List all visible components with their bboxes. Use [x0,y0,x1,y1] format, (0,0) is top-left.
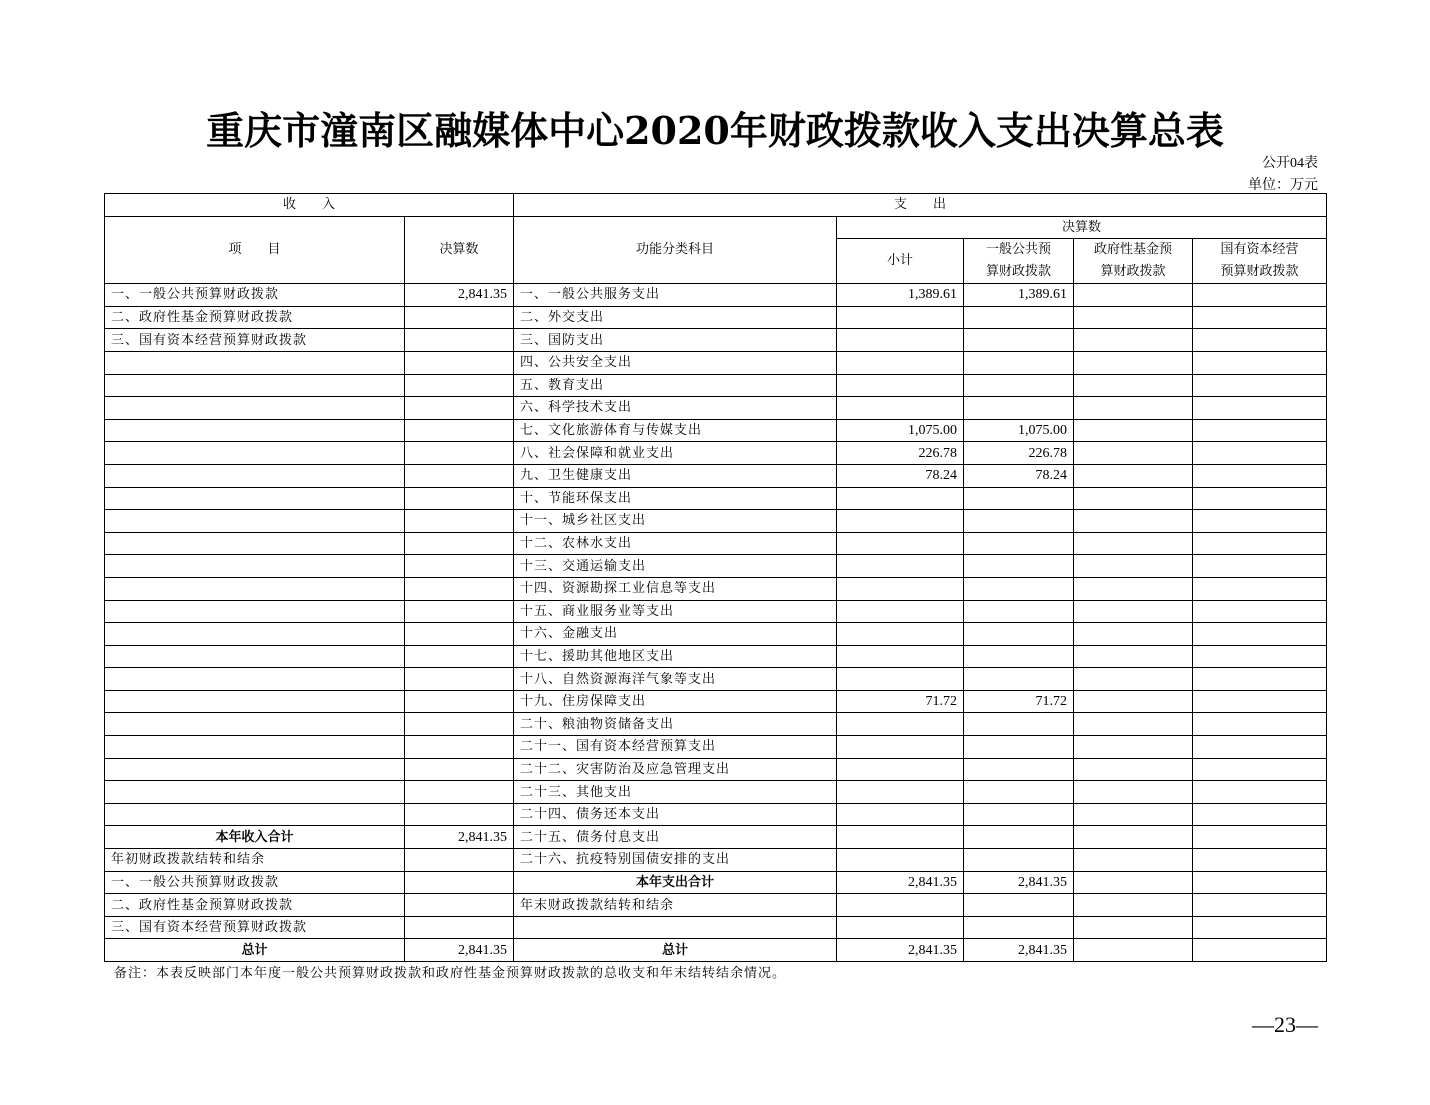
general-budget-cell [964,781,1074,804]
expense-subject-cell: 十、节能环保支出 [514,487,837,510]
income-item-cell [105,577,405,600]
general-budget-cell [964,510,1074,533]
expense-subject-cell: 十六、金融支出 [514,623,837,646]
general-budget-cell [964,668,1074,691]
gov-fund-cell [1074,645,1193,668]
expense-subject-cell: 二十六、抗疫特别国债安排的支出 [514,849,837,872]
subtotal-cell [837,351,964,374]
state-capital-cell [1193,555,1327,578]
income-item-cell [105,397,405,420]
general-budget-cell [964,374,1074,397]
subtotal-cell [837,803,964,826]
gov-fund-cell [1074,690,1193,713]
expense-subject-cell: 十九、住房保障支出 [514,690,837,713]
expense-subject-cell: 十三、交通运输支出 [514,555,837,578]
gov-fund-cell [1074,487,1193,510]
income-item-cell [105,668,405,691]
table-row [105,555,1327,578]
subtotal-cell [837,781,964,804]
general-budget-cell: 226.78 [964,442,1074,465]
income-header: 收 入 [105,194,514,217]
gov-fund-cell [1074,419,1193,442]
subtotal-cell: 226.78 [837,442,964,465]
table-row [105,374,1327,397]
gov-fund-cell [1074,532,1193,555]
subtotal-cell [837,713,964,736]
table-row [105,577,1327,600]
gov-fund-cell [1074,894,1193,917]
state-capital-cell [1193,758,1327,781]
general-budget-cell: 78.24 [964,464,1074,487]
table-row [105,690,1327,713]
general-budget-cell [964,645,1074,668]
income-amount-cell [405,803,514,826]
general-budget-cell [964,758,1074,781]
income-amount-cell [405,894,514,917]
subtotal-cell [837,532,964,555]
expense-subject-cell: 一、一般公共服务支出 [514,284,837,307]
income-item-cell [105,623,405,646]
income-amount-cell: 2,841.35 [405,939,514,962]
general-budget-cell [964,397,1074,420]
table-row [105,306,1327,329]
gov-fund-cell [1074,939,1193,962]
general-budget-cell [964,532,1074,555]
state-capital-cell [1193,351,1327,374]
state-capital-cell [1193,668,1327,691]
income-amount-cell [405,555,514,578]
income-amount-cell [405,397,514,420]
gov-fund-cell [1074,713,1193,736]
state-capital-cell [1193,690,1327,713]
table-row [105,284,1327,307]
income-amount-cell [405,464,514,487]
income-amount-cell [405,916,514,939]
subtotal-cell [837,758,964,781]
subtotal-cell [837,736,964,759]
state-capital-cell [1193,329,1327,352]
income-amount-cell [405,645,514,668]
expense-subject-cell: 二十五、债务付息支出 [514,826,837,849]
income-item-cell [105,487,405,510]
gov-fund-cell [1074,397,1193,420]
general-budget-cell [964,600,1074,623]
state-capital-cell [1193,487,1327,510]
gov-fund-cell [1074,600,1193,623]
income-amount-cell [405,487,514,510]
gov-fund-cell [1074,510,1193,533]
state-capital-header: 国有资本经营 预算财政拨款 [1193,239,1327,284]
general-budget-cell [964,894,1074,917]
income-amount-cell: 2,841.35 [405,826,514,849]
state-capital-cell [1193,645,1327,668]
expense-header: 支 出 [514,194,1327,217]
gov-fund-cell [1074,442,1193,465]
expense-subject-cell: 八、社会保障和就业支出 [514,442,837,465]
table-row [105,758,1327,781]
gov-fund-cell [1074,623,1193,646]
income-amount-cell [405,532,514,555]
expense-subject-cell: 总计 [514,939,837,962]
table-row [105,849,1327,872]
state-capital-cell [1193,849,1327,872]
general-budget-cell [964,736,1074,759]
general-budget-cell [964,803,1074,826]
state-capital-cell [1193,532,1327,555]
income-item-cell [105,645,405,668]
subtotal-header: 小计 [837,239,964,284]
income-item-cell: 二、政府性基金预算财政拨款 [105,306,405,329]
subtotal-cell [837,329,964,352]
gov-fund-cell [1074,781,1193,804]
income-item-cell [105,555,405,578]
final-amount-header: 决算数 [837,216,1327,239]
table-row [105,442,1327,465]
gov-fund-cell [1074,555,1193,578]
subtotal-cell: 2,841.35 [837,939,964,962]
gov-fund-cell [1074,826,1193,849]
footnote: 备注：本表反映部门本年度一般公共预算财政拨款和政府性基金预算财政拨款的总收支和年末结转结余情况。 [114,966,787,981]
page-number: —23— [1252,1012,1318,1037]
general-budget-cell [964,555,1074,578]
income-item-cell [105,419,405,442]
state-capital-cell [1193,826,1327,849]
gov-fund-cell [1074,758,1193,781]
table-row [105,351,1327,374]
income-amount-cell [405,758,514,781]
expense-subject-cell: 二十、粮油物资储备支出 [514,713,837,736]
income-item-cell [105,532,405,555]
state-capital-cell [1193,510,1327,533]
gov-fund-cell [1074,849,1193,872]
income-amount-cell [405,442,514,465]
expense-subject-cell: 十二、农林水支出 [514,532,837,555]
table-row [105,645,1327,668]
table-row [105,939,1327,962]
income-item-cell [105,736,405,759]
subtotal-cell [837,600,964,623]
expense-subject-cell: 二、外交支出 [514,306,837,329]
table-row [105,871,1327,894]
state-capital-cell [1193,464,1327,487]
general-budget-cell [964,577,1074,600]
table-row [105,736,1327,759]
expense-subject-cell: 三、国防支出 [514,329,837,352]
subtotal-cell [837,555,964,578]
general-budget-cell [964,329,1074,352]
income-item-cell [105,510,405,533]
gov-fund-cell [1074,374,1193,397]
income-amount-cell [405,713,514,736]
income-amount-cell [405,781,514,804]
table-row [105,826,1327,849]
income-item-cell: 三、国有资本经营预算财政拨款 [105,916,405,939]
subtotal-cell [837,306,964,329]
gov-fund-cell [1074,803,1193,826]
general-budget-cell [964,713,1074,736]
state-capital-cell [1193,419,1327,442]
general-budget-cell [964,849,1074,872]
financial-table [104,193,1327,962]
income-item-cell [105,758,405,781]
income-amount-cell [405,690,514,713]
subtotal-cell [837,374,964,397]
income-amount-cell [405,849,514,872]
expense-subject-cell: 二十四、债务还本支出 [514,803,837,826]
income-item-cell [105,442,405,465]
income-amount-cell [405,623,514,646]
income-item-cell: 一、一般公共预算财政拨款 [105,284,405,307]
expense-subject-cell: 九、卫生健康支出 [514,464,837,487]
income-amount-cell [405,600,514,623]
state-capital-cell [1193,871,1327,894]
general-budget-cell [964,306,1074,329]
state-capital-cell [1193,306,1327,329]
income-amount-cell [405,306,514,329]
subtotal-cell [837,397,964,420]
state-capital-cell [1193,374,1327,397]
table-row [105,713,1327,736]
table-row [105,510,1327,533]
state-capital-cell [1193,781,1327,804]
form-number: 公开04表 [1262,156,1318,171]
general-budget-cell: 71.72 [964,690,1074,713]
gov-fund-cell [1074,871,1193,894]
expense-subject-cell: 十七、援助其他地区支出 [514,645,837,668]
subtotal-cell [837,916,964,939]
state-capital-cell [1193,623,1327,646]
subtotal-cell [837,826,964,849]
expense-subject-cell [514,916,837,939]
subtotal-cell [837,623,964,646]
subtotal-cell: 1,075.00 [837,419,964,442]
general-budget-cell: 1,075.00 [964,419,1074,442]
page-title: 重庆市潼南区融媒体中心2020年财政拨款收入支出决算总表 [206,108,1224,153]
table-row [105,397,1327,420]
expense-subject-cell: 二十二、灾害防治及应急管理支出 [514,758,837,781]
gov-fund-cell [1074,306,1193,329]
income-amount-cell [405,668,514,691]
income-amount-cell [405,871,514,894]
general-budget-cell [964,351,1074,374]
income-item-cell [105,713,405,736]
subtotal-cell: 71.72 [837,690,964,713]
expense-subject-cell: 二十三、其他支出 [514,781,837,804]
table-row [105,487,1327,510]
income-item-cell: 一、一般公共预算财政拨款 [105,871,405,894]
state-capital-cell [1193,713,1327,736]
expense-subject-cell: 七、文化旅游体育与传媒支出 [514,419,837,442]
general-budget-cell: 1,389.61 [964,284,1074,307]
income-item-cell [105,690,405,713]
income-amount-cell [405,736,514,759]
state-capital-cell [1193,397,1327,420]
expense-subject-cell: 年末财政拨款结转和结余 [514,894,837,917]
item-header: 项 目 [105,216,405,284]
expense-subject-cell: 本年支出合计 [514,871,837,894]
gov-fund-cell [1074,351,1193,374]
income-amount-cell [405,577,514,600]
income-item-cell: 三、国有资本经营预算财政拨款 [105,329,405,352]
expense-subject-cell: 六、科学技术支出 [514,397,837,420]
table-row [105,532,1327,555]
subtotal-cell: 2,841.35 [837,871,964,894]
expense-subject-cell: 十四、资源勘探工业信息等支出 [514,577,837,600]
subtotal-cell [837,487,964,510]
income-item-cell [105,781,405,804]
general-budget-cell [964,623,1074,646]
expense-subject-cell: 十一、城乡社区支出 [514,510,837,533]
subtotal-cell [837,668,964,691]
state-capital-cell [1193,916,1327,939]
income-amount-cell: 2,841.35 [405,284,514,307]
gov-fund-cell [1074,284,1193,307]
table-row [105,329,1327,352]
income-amount-cell [405,419,514,442]
expense-subject-cell: 十八、自然资源海洋气象等支出 [514,668,837,691]
general-budget-cell [964,916,1074,939]
state-capital-cell [1193,600,1327,623]
subtotal-cell [837,849,964,872]
table-row [105,916,1327,939]
state-capital-cell [1193,803,1327,826]
general-budget-cell: 2,841.35 [964,871,1074,894]
subtotal-cell [837,894,964,917]
subtotal-cell [837,577,964,600]
state-capital-cell [1193,894,1327,917]
income-item-cell [105,374,405,397]
income-amount-cell [405,329,514,352]
table-row [105,419,1327,442]
general-budget-cell: 2,841.35 [964,939,1074,962]
income-item-cell: 总计 [105,939,405,962]
income-amount-cell [405,351,514,374]
gov-fund-cell [1074,577,1193,600]
state-capital-cell [1193,442,1327,465]
table-row [105,600,1327,623]
gov-fund-cell [1074,464,1193,487]
amount-header: 决算数 [405,216,514,284]
table-row [105,781,1327,804]
income-item-cell [105,803,405,826]
table-row [105,668,1327,691]
table-row [105,623,1327,646]
unit-label: 单位：万元 [1248,178,1318,193]
subtotal-cell: 1,389.61 [837,284,964,307]
table-row [105,803,1327,826]
expense-subject-cell: 四、公共安全支出 [514,351,837,374]
table-row [105,464,1327,487]
gov-fund-cell [1074,916,1193,939]
subtotal-cell: 78.24 [837,464,964,487]
income-item-cell [105,600,405,623]
gov-fund-cell [1074,329,1193,352]
subtotal-cell [837,645,964,668]
income-item-cell [105,464,405,487]
subtotal-cell [837,510,964,533]
expense-subject-cell: 五、教育支出 [514,374,837,397]
gov-fund-header: 政府性基金预 算财政拨款 [1074,239,1193,284]
state-capital-cell [1193,736,1327,759]
income-item-cell: 本年收入合计 [105,826,405,849]
func-subject-header: 功能分类科目 [514,216,837,284]
expense-subject-cell: 十五、商业服务业等支出 [514,600,837,623]
income-item-cell [105,351,405,374]
general-budget-cell [964,487,1074,510]
expense-subject-cell: 二十一、国有资本经营预算支出 [514,736,837,759]
gov-fund-cell [1074,668,1193,691]
income-amount-cell [405,510,514,533]
state-capital-cell [1193,939,1327,962]
income-amount-cell [405,374,514,397]
gov-fund-cell [1074,736,1193,759]
income-item-cell: 二、政府性基金预算财政拨款 [105,894,405,917]
state-capital-cell [1193,577,1327,600]
general-budget-header: 一般公共预 算财政拨款 [964,239,1074,284]
general-budget-cell [964,826,1074,849]
table-row [105,894,1327,917]
income-item-cell: 年初财政拨款结转和结余 [105,849,405,872]
state-capital-cell [1193,284,1327,307]
